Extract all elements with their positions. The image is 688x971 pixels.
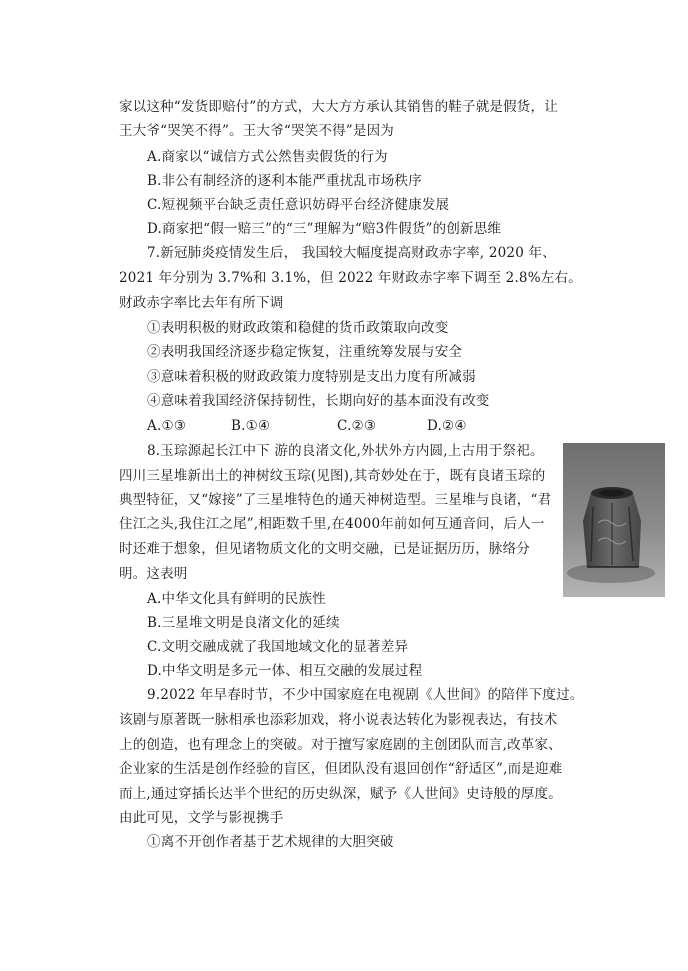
q9-statement-1: ①离不开创作者基于艺术规律的大胆突破	[147, 834, 394, 850]
q6-option-d: D.商家把“假一赔三”的“三”理解为“赔3件假货”的创新思维	[147, 221, 502, 237]
q8-option-d: D.中华文明是多元一体、相互交融的发展过程	[147, 663, 423, 679]
q9-stem-line-3: 上的创造，也有理念上的突破。对于擅写家庭剧的主创团队而言,改革家、	[119, 737, 562, 753]
q8-stem-line-4: 住江之头,我住江之尾”,相距数千里,在4000年前如何互通音问，后人一	[119, 516, 545, 532]
jade-cong-photo	[563, 443, 665, 597]
q6-option-b: B.非公有制经济的逐利本能严重扰乱市场秩序	[147, 173, 422, 189]
q9-stem-line-4: 企业家的生活是创作经验的盲区，但团队没有退回创作“舒适区”,而是迎难	[119, 761, 563, 777]
q6-stem-line-2: 王大爷“哭笑不得”。王大爷“哭笑不得”是因为	[119, 123, 395, 139]
q8-stem-line-2: 四川三星堆新出土的神树纹玉琮(见图),其奇妙处在于，既有良诸玉琮的	[119, 468, 546, 484]
q8-stem-line-3: 典型特征，又“嫁接”了三星堆特色的通天神树造型。三星堆与良诸，“君	[119, 492, 552, 508]
q8-option-c: C.文明交融成就了我国地域文化的显著差异	[147, 639, 409, 655]
q7-statement-1: ①表明积极的财政政策和稳健的货币政策取向改变	[147, 320, 449, 336]
q7-statement-4: ④意味着我国经济保持韧性，长期向好的基本面没有改变	[147, 393, 490, 409]
q6-option-a: A.商家以“诚信方式公然售卖假货的行为	[147, 149, 388, 165]
q7-stem-line-3: 财政赤字率比去年有所下调	[119, 295, 284, 311]
q7-option-c: C.②③	[337, 418, 377, 434]
q7-statement-2: ②表明我国经济逐步稳定恢复，注重统筹发展与安全	[147, 344, 463, 360]
q7-stem-line-1: 7.新冠肺炎疫情发生后， 我国较大幅度提高财政赤字率, 2020 年、	[147, 245, 556, 261]
q8-option-a: A.中华文化具有鲜明的民族性	[147, 591, 326, 607]
q8-stem-line-5: 时还难于想象，但见诸物质文化的文明交融，已是证据历历，脉络分	[119, 541, 530, 557]
q8-option-b: B.三星堆文明是良渚文化的延续	[147, 615, 340, 631]
q9-stem-line-1: 9.2022 年早春时节，不少中国家庭在电视剧《人世间》的陪伴下度过。	[147, 687, 584, 703]
q9-stem-line-2: 该剧与原著既一脉相承也添彩加戏，将小说表达转化为影视表达，有技术	[119, 712, 558, 728]
q6-option-c: C.短视频平台缺乏责任意识妨碍平台经济健康发展	[147, 197, 450, 213]
q8-stem-line-1: 8.玉琮源起长江中下 游的良渚文化,外状外方内圆,上古用于祭祀。	[147, 443, 544, 459]
q7-stem-line-2: 2021 年分别为 3.7%和 3.1%，但 2022 年财政赤字率下调至 2.8%左右。	[119, 270, 582, 286]
q7-option-d: D.②④	[427, 418, 467, 434]
q7-option-a: A.①③	[147, 418, 187, 434]
q7-option-b: B.①④	[231, 418, 271, 434]
q9-stem-line-5: 而上,通过穿插长达半个世纪的历史纵深，赋予《人世间》史诗般的厚度。	[119, 786, 562, 802]
q7-statement-3: ③意味着积极的财政政策力度特别是支出力度有所减弱	[147, 369, 476, 385]
q9-stem-line-6: 由此可见，文学与影视携手	[119, 810, 284, 826]
jade-cong-illustration	[563, 443, 665, 597]
q6-stem-line-1: 家以这种“发货即赔付”的方式，大大方方承认其销售的鞋子就是假货，让	[119, 99, 558, 115]
q8-stem-line-6: 明。这表明	[119, 566, 188, 582]
